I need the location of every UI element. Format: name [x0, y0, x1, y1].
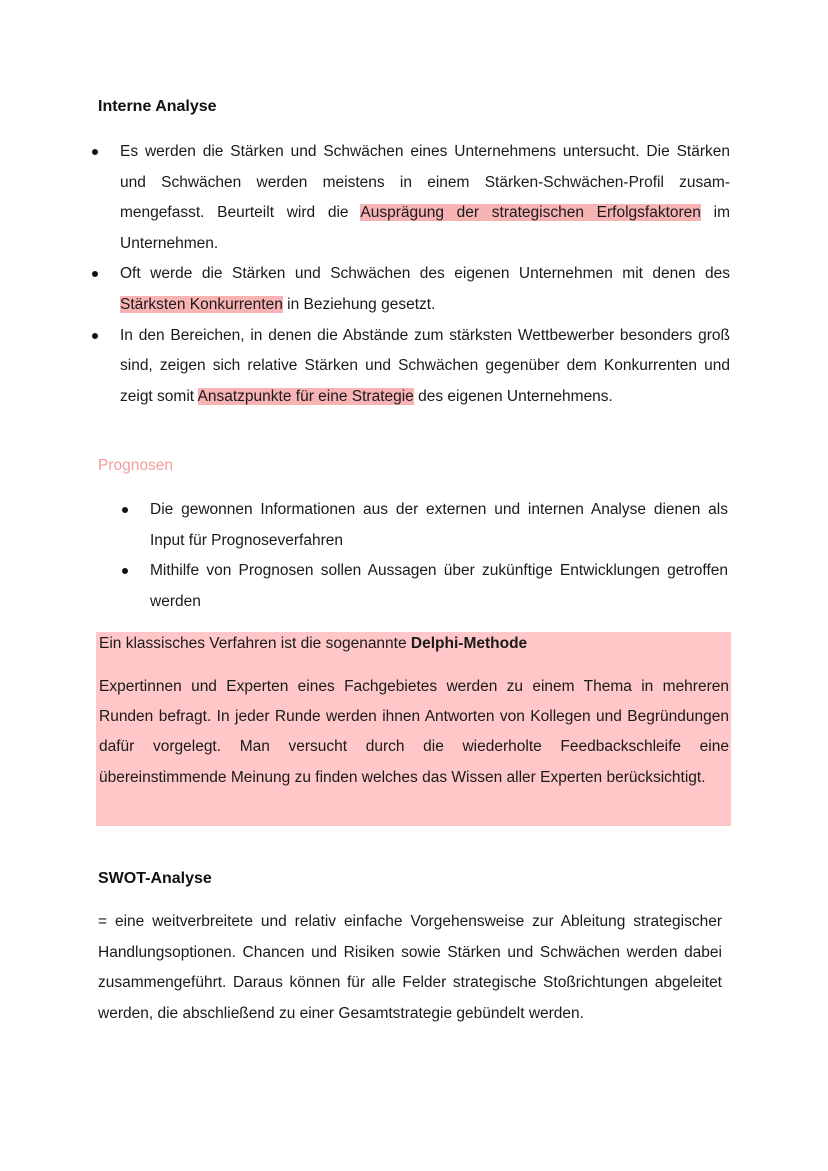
swot-description: = eine weitverbreitete und relativ einfache Vorgehensweise zur Ableitung strategischer Handlungsoptionen. Chancen und Risiken sowie Stärken und Schwächen werden dabei zusammengeführt. Daraus können für alle Felder strategische Stoßrichtungen abgeleitet werden, die abschließend zu einer Gesamtstrategie gebündelt werden. — [98, 913, 722, 1022]
highlighted-text: Ansatzpunkte für eine Strategie — [197, 387, 414, 405]
bullet-text: in Beziehung gesetzt. — [282, 295, 436, 313]
delphi-intro — [99, 632, 527, 656]
delphi-method-term: Delphi-Methode — [410, 635, 528, 652]
delphi-intro-text: Ein klassisches Verfahren ist die sogenannte — [99, 635, 411, 652]
interne-analyse-list — [92, 137, 730, 412]
heading-interne-analyse: Interne Analyse — [98, 98, 217, 115]
bullet-icon — [92, 271, 98, 277]
prognosen-list — [122, 495, 728, 617]
bullet-text: des eigenen Unternehmens. — [413, 387, 613, 405]
heading-swot-analyse: SWOT-Analyse — [98, 870, 212, 887]
bullet-icon — [122, 568, 128, 574]
list-item — [122, 495, 728, 556]
list-item — [92, 259, 730, 320]
list-item — [122, 556, 728, 617]
bullet-icon — [92, 149, 98, 155]
bullet-text: Oft werde die Stärken und Schwächen des eigenen Unternehmen mit denen des — [120, 265, 730, 283]
heading-prognosen: Prognosen — [98, 457, 173, 474]
bullet-icon — [92, 333, 98, 339]
delphi-description: Expertinnen und Experten eines Fachgebietes werden zu einem Thema in mehreren Runden befragt. In jeder Runde werden ihnen Antworten von Kollegen und Begründungen dafür vorgelegt. Man versucht durch die wiederholte Feedbackschleife eine übereinstimmende Meinung zu finden welches das Wissen aller Experten berücksichtigt. — [99, 678, 729, 786]
list-item — [92, 321, 730, 413]
bullet-text: Es werden die Stärken und Schwächen eines Unternehmens untersucht. Die Stärken und Schwächen werden meistens in einem Stärken-Schwächen-Profil zusammengefasst. Beurteilt wird die — [120, 143, 730, 222]
bullet-text: In den Bereichen, in denen die Abstände zum stärksten Wettbewerber besonders groß sind, zeigen sich relative Stärken und Schwächen gegenüber dem Konkurrenten und zeigt somit — [120, 326, 730, 405]
bullet-text: Die gewonnen Informationen aus der externen und internen Analyse dienen als Input für Prognoseverfahren — [150, 501, 728, 549]
highlighted-text: Stärksten Konkurrenten — [120, 295, 283, 313]
delphi-callout-box — [96, 632, 731, 826]
bullet-icon — [122, 507, 128, 513]
bullet-text: im Unternehmen. — [120, 204, 730, 252]
highlighted-text: Ausprägung der strategischen Erfolgsfaktoren — [360, 204, 701, 222]
bullet-text: Mithilfe von Prognosen sollen Aussagen über zukünftige Entwicklungen getroffen werden — [150, 562, 728, 610]
list-item — [92, 137, 730, 259]
